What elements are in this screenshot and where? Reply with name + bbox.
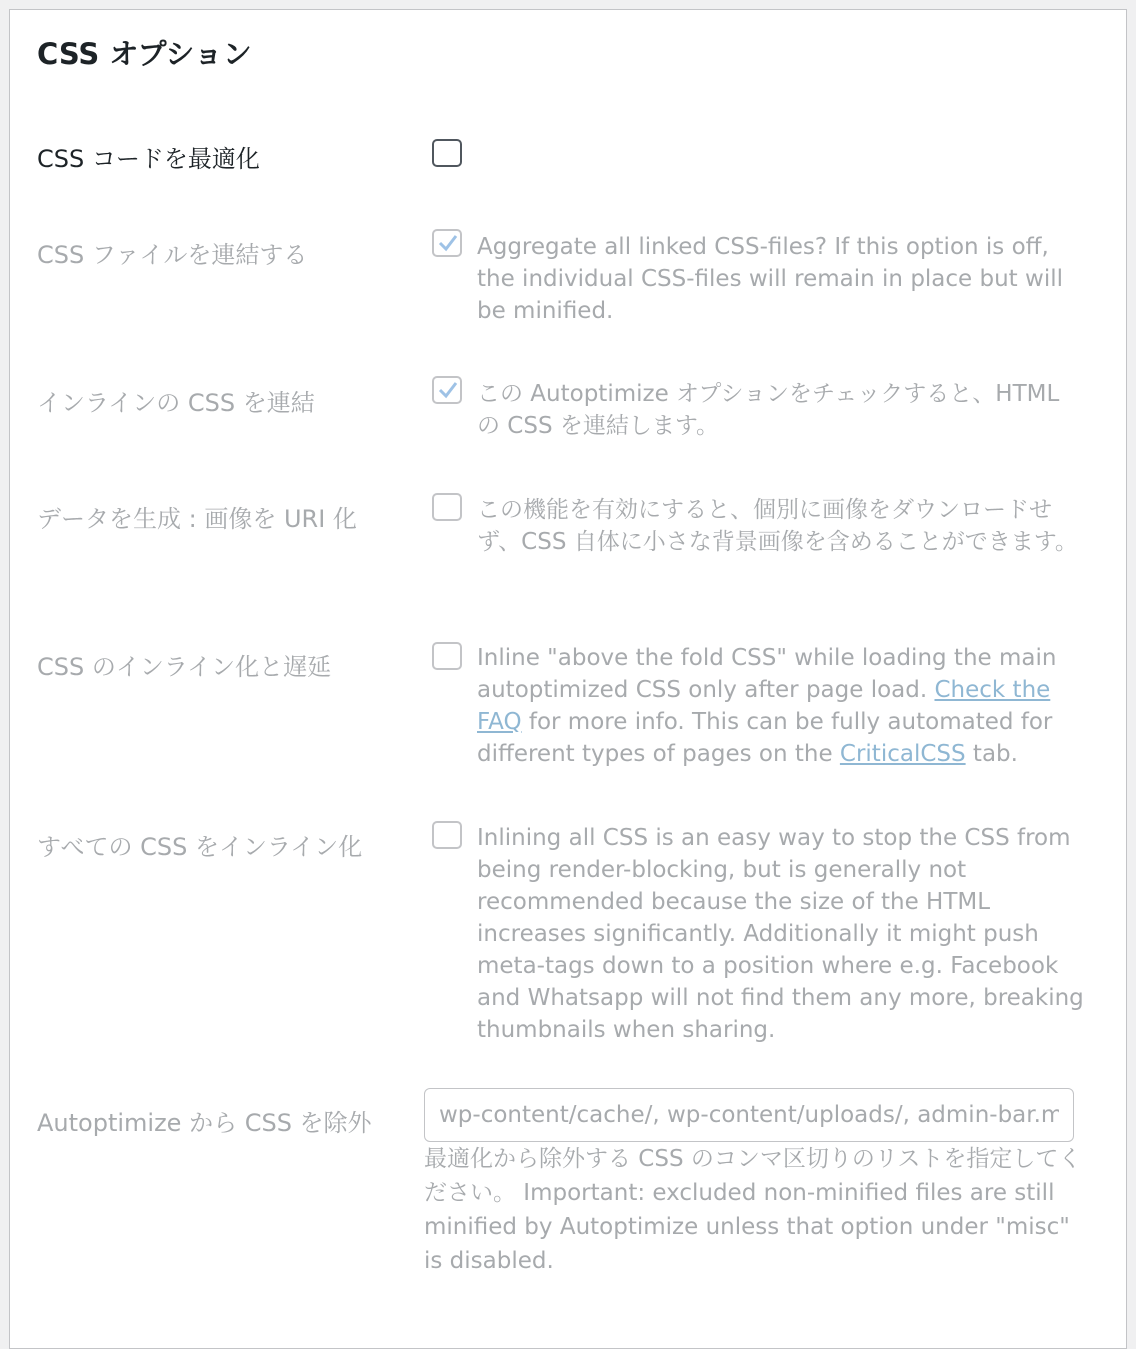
checkmark-icon: [438, 234, 458, 252]
aggregate-css-label: CSS ファイルを連結する: [37, 241, 308, 269]
data-uris-checkbox[interactable]: [432, 493, 462, 521]
criticalcss-tab-link[interactable]: CriticalCSS: [839, 741, 966, 767]
inline-all-css-label: すべての CSS をインライン化: [37, 833, 363, 861]
aggregate-inline-css-checkbox[interactable]: [432, 376, 462, 404]
data-uris-label: データを生成 : 画像を URI 化: [37, 505, 357, 533]
optimize-css-checkbox[interactable]: [432, 139, 462, 167]
data-uris-description: この機能を有効にすると、個別に画像をダウンロードせず、CSS 自体に小さな背景画像を含めることができます。: [477, 497, 1078, 555]
faq-link[interactable]: Check the FAQ: [477, 677, 1051, 735]
inline-all-css-checkbox[interactable]: [432, 821, 462, 849]
inline-defer-desc-part3: tab.: [965, 741, 1018, 767]
inline-defer-css-label: CSS のインライン化と遅延: [37, 653, 332, 681]
exclude-css-label: Autoptimize から CSS を除外: [37, 1109, 372, 1137]
inline-defer-css-description: [477, 642, 1087, 770]
exclude-css-input[interactable]: [425, 1089, 1073, 1141]
exclude-css-input-wrapper[interactable]: [424, 1088, 1074, 1142]
inline-defer-css-checkbox[interactable]: [432, 642, 462, 670]
section-title: CSS オプション: [37, 37, 252, 71]
aggregate-inline-css-label: インラインの CSS を連結: [37, 389, 315, 417]
inline-defer-desc-part2: for more info. This can be fully automated for different types of pages on the: [477, 709, 1053, 767]
optimize-css-label: CSS コードを最適化: [37, 145, 260, 173]
inline-all-css-description: Inlining all CSS is an easy way to stop the CSS from being render-blocking, but is generally not recommended because the size of the HTML increases significantly. Additionally it might push meta-tags down to a position where e.g. Facebook and Whatsapp will not find them any more, breaking thumbnails when sharing.: [477, 825, 1084, 1043]
inline-defer-desc-part1: Inline "above the fold CSS" while loading the main autoptimized CSS only after page load.: [477, 645, 1057, 703]
aggregate-inline-css-description: この Autoptimize オプションをチェックすると、HTML の CSS を連結します。: [477, 381, 1060, 439]
aggregate-css-checkbox[interactable]: [432, 229, 462, 257]
checkmark-icon: [438, 381, 458, 399]
exclude-css-help: 最適化から除外する CSS のコンマ区切りのリストを指定してください。 Important: excluded non-minified files are still minified by Autoptimize unless that option under "misc" is disabled.: [424, 1146, 1082, 1274]
aggregate-css-description: Aggregate all linked CSS-files? If this option is off, the individual CSS-files will remain in place but will be minified.: [477, 234, 1063, 324]
